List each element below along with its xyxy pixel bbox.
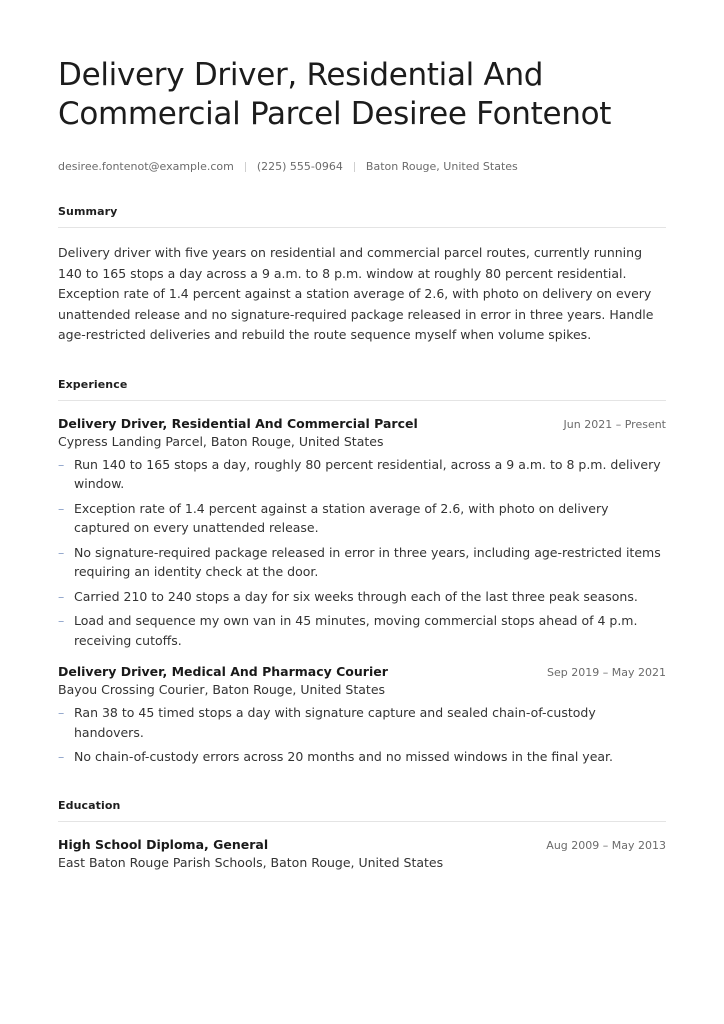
- job-company: Bayou Crossing Courier, Baton Rouge, United States: [58, 682, 386, 697]
- education-entry: [58, 837, 666, 870]
- bullet-text: Carried 210 to 240 stops a day for six weeks through each of the last three peak seasons.: [74, 588, 638, 604]
- experience-section: [58, 378, 666, 767]
- contact-separator: [354, 162, 355, 172]
- contact-location: Baton Rouge, United States: [365, 160, 518, 173]
- job-dates: Sep 2019 – May 2021: [547, 666, 666, 679]
- bullet-text: Run 140 to 165 stops a day, roughly 80 percent residential, across a 9 a.m. to 8 p.m. delivery window.: [74, 456, 661, 491]
- bullet-text: Exception rate of 1.4 percent against a station average of 2.6, with photo on delivery captured on every unattended release.: [74, 500, 609, 535]
- bullet-item: [58, 455, 666, 494]
- experience-heading: Experience: [58, 378, 666, 401]
- job-bullets: [58, 455, 666, 651]
- bullet-item: [58, 611, 666, 650]
- dash-icon: –: [58, 544, 65, 560]
- bullet-item: [58, 747, 666, 767]
- education-school: East Baton Rouge Parish Schools, Baton Rouge, United States: [58, 854, 444, 870]
- bullet-item: [58, 587, 666, 607]
- bullet-text: Load and sequence my own van in 45 minutes, moving commercial stops ahead of 4 p.m. receiving cutoffs.: [74, 613, 638, 648]
- summary-heading: Summary: [58, 205, 666, 228]
- job-header: [58, 664, 666, 679]
- bullet-item: [58, 703, 666, 742]
- job-company: Cypress Landing Parcel, Baton Rouge, United States: [58, 433, 384, 449]
- bullet-text: Ran 38 to 45 timed stops a day with signature capture and sealed chain-of-custody handovers.: [74, 705, 596, 740]
- job-entry: [58, 664, 666, 767]
- contact-phone[interactable]: (225) 555-0964: [256, 160, 343, 173]
- job-title: Delivery Driver, Medical And Pharmacy Courier: [58, 664, 388, 679]
- job-dates: Jun 2021 – Present: [563, 417, 666, 431]
- contact-separator: [245, 162, 246, 172]
- summary-section: [58, 205, 666, 346]
- resume-name: Delivery Driver, Residential And Commercial Parcel Desiree Fontenot: [58, 57, 612, 132]
- job-bullets: [58, 703, 666, 767]
- summary-text: Delivery driver with five years on residential and commercial parcel routes, currently running 140 to 165 stops a day across a 9 a.m. to 8 p.m. window at roughly 80 percent residential. Exception rate of 1.4 percent against a station average of 2.6, with photo on delivery on every unattended release and no signature-required package released in error in three years. Handle age-restricted deliveries and rebuild the route sequence myself when volume spikes.: [58, 245, 654, 342]
- dash-icon: –: [58, 705, 65, 720]
- job-title: Delivery Driver, Residential And Commercial Parcel: [58, 415, 418, 431]
- dash-icon: –: [58, 613, 65, 628]
- dash-icon: –: [58, 588, 65, 604]
- education-heading: Education: [58, 799, 666, 822]
- dash-icon: –: [58, 456, 65, 472]
- bullet-item: [58, 499, 666, 538]
- contact-email[interactable]: desiree.fontenot@example.com: [58, 160, 234, 173]
- dash-icon: –: [58, 749, 65, 764]
- contact-line: [58, 160, 666, 173]
- education-header: [58, 837, 666, 852]
- education-degree: High School Diploma, General: [58, 836, 269, 852]
- dash-icon: –: [58, 500, 65, 516]
- bullet-text: No signature-required package released in error in three years, including age-restricted items requiring an identity check at the door.: [74, 544, 661, 579]
- job-header: [58, 416, 666, 431]
- bullet-text: No chain-of-custody errors across 20 months and no missed windows in the final year.: [74, 749, 614, 764]
- education-dates: Aug 2009 – May 2013: [546, 838, 666, 852]
- bullet-item: [58, 543, 666, 582]
- job-entry: [58, 416, 666, 651]
- education-section: [58, 799, 666, 870]
